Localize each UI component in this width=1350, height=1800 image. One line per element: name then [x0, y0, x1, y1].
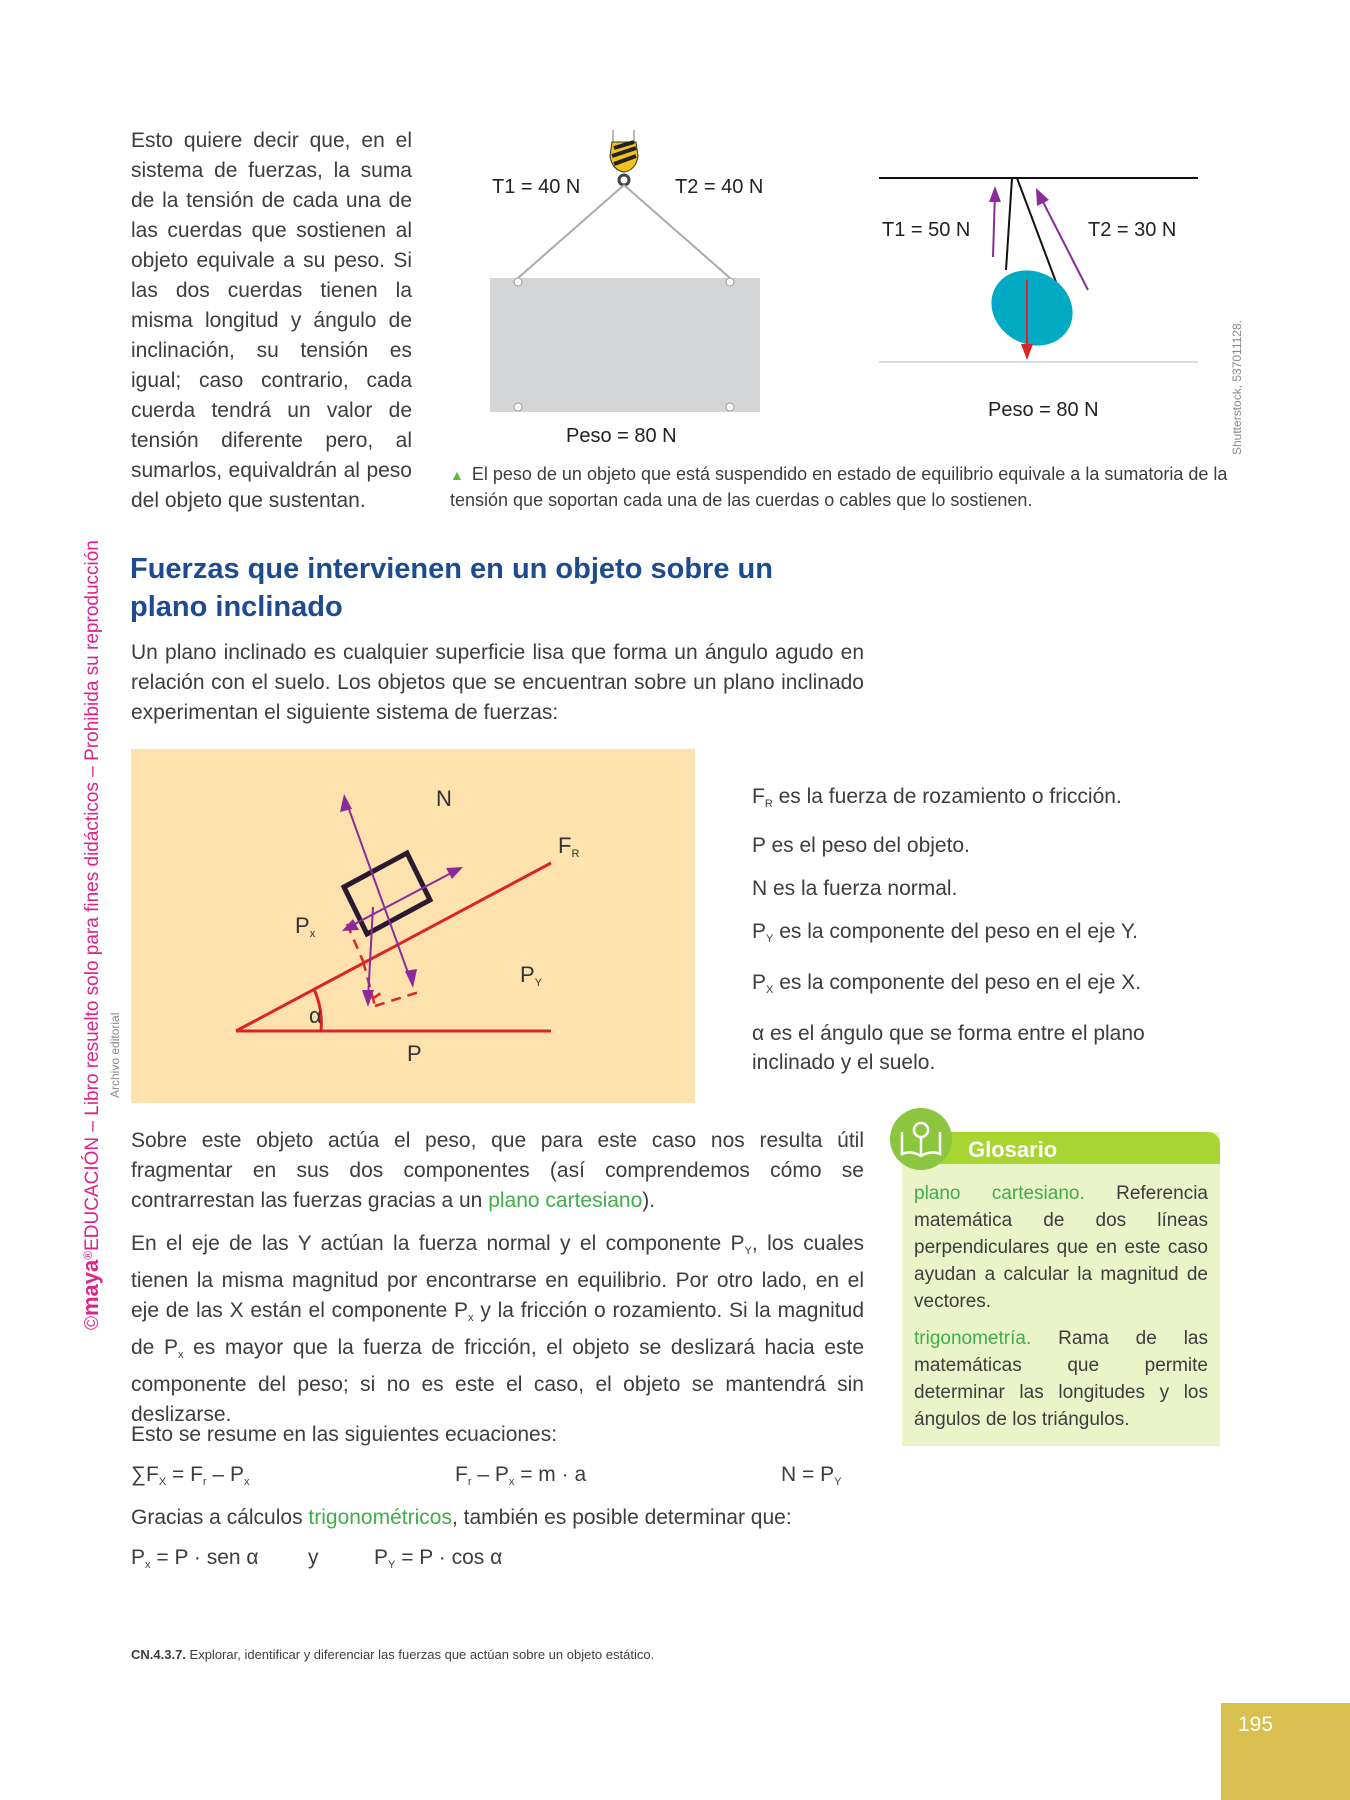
- equation-sum-fx: $\sum F_X = F_r - P_x$: [131, 1463, 250, 1488]
- glossary-title: Glosario: [968, 1137, 1058, 1162]
- rope-t1: [1006, 178, 1012, 270]
- legend-item: N es la fuerza normal.: [752, 877, 958, 900]
- paragraph-axes: En el eje de las Y actúan la fuerza normal y el componente $P_Y$, los cuales tienen la misma magnitud por encontrarse en equilibrio. Por otro lado, en el eje de las X están el componente $P_x$ y la fricción o rozamiento. Si la magnitud de $P_x$ es mayor que la fuerza de fricción, el objeto se deslizará hacia este componente del peso; si no es este el caso, el objeto se mantendrá sin deslizarse.: [131, 1232, 865, 1426]
- legend-item: α es el ángulo que se forma entre el plano inclinado y el suelo.: [752, 1022, 1145, 1074]
- fig1-t1-label: T1 = 40 N: [492, 176, 581, 198]
- label-weight: P: [407, 1041, 422, 1066]
- registered-mark: ®: [81, 1250, 95, 1260]
- section-intro: Un plano inclinado es cualquier superficie lisa que forma un ángulo agudo en relación con el suelo. Los objetos que se encuentran sobre un plano inclinado experimentan el siguiente sistema de fuerzas:: [131, 641, 864, 724]
- figure-caption: [450, 462, 1230, 513]
- equation-newton: $F_r - P_x = m \cdot a$: [455, 1463, 587, 1488]
- label-px: $P_x$: [295, 913, 316, 940]
- crane-hook-icon: [610, 142, 638, 185]
- friction-arrow: [349, 871, 455, 927]
- legend-item: $P_X$ es la componente del peso en el eje X.: [752, 971, 1142, 996]
- shutterstock-credit: Shutterstock, 537011128.: [1230, 320, 1244, 455]
- legend-item: $F_R$ es la fuerza de rozamiento o fricción.: [752, 785, 1122, 810]
- glossary-entries: [914, 1180, 1208, 1443]
- label-friction: $F_R$: [558, 833, 580, 860]
- glossary-term: plano cartesiano.: [914, 1183, 1085, 1204]
- caption-triangle-icon: ▲: [450, 467, 464, 483]
- footnote-code: CN.4.3.7.: [131, 1647, 186, 1662]
- page-number: 195: [1238, 1713, 1274, 1736]
- section-heading: Fuerzas que intervienen en un objeto sobre un plano inclinado: [130, 553, 773, 623]
- copyright-symbol: ©: [82, 1316, 103, 1330]
- label-alpha: α: [309, 1003, 322, 1028]
- paragraph-components: Sobre este objeto actúa el peso, que para este caso nos resulta útil fragmentar en sus dos componentes (así comprendemos cómo se contrarrestan las fuerzas gracias a un plano cartesiano).: [131, 1129, 864, 1212]
- glossary-entry: trigonometría. Rama de las matemáticas que permite determinar las longitudes y los ángulos de los triángulos.: [914, 1328, 1208, 1430]
- equation-py: $P_Y = P \cdot \cos \alpha$: [374, 1546, 503, 1571]
- paragraph-trig: Gracias a cálculos trigonométricos, también es posible determinar que:: [131, 1506, 792, 1529]
- paragraph-summary: Esto se resume en las siguientes ecuaciones:: [131, 1423, 558, 1446]
- diagram-legend: [752, 782, 1172, 1091]
- intro-paragraph: Esto quiere decir que, en el sistema de fuerzas, la suma de la tensión de cada una de las cuerdas que sostienen al objeto equivale a su peso. Si las dos cuerdas tienen la misma longitud y ángulo de inclinación, su tensión es igual; caso contrario, cada cuerda tendrá un valor de tensión diferente pero, al sumarlos, equivaldrán al peso del objeto que sustentan.: [131, 129, 412, 512]
- fig2-peso-label: Peso = 80 N: [988, 399, 1099, 421]
- archivo-credit: Archivo editorial: [108, 1012, 122, 1098]
- fig1-t2-label: T2 = 40 N: [675, 176, 764, 198]
- book-search-icon: [890, 1108, 952, 1170]
- equation-px: $P_x = P$ · sen α: [131, 1546, 259, 1571]
- figure-crane-slab: [440, 110, 880, 460]
- glossary-entry: plano cartesiano. Referencia matemática de dos líneas perpendiculares que en este caso ayudan a calcular la magnitud de vectores.: [914, 1183, 1208, 1312]
- equation-and: y: [308, 1546, 319, 1569]
- brand-logo: maya: [78, 1259, 103, 1316]
- label-py: $P_Y$: [520, 962, 543, 989]
- copyright-text: EDUCACIÓN – Libro resuelto solo para fines didácticos – Prohibida su reproducción: [82, 540, 103, 1251]
- footnote-text: Explorar, identificar y diferenciar las fuerzas que actúan sobre un objeto estático.: [185, 1647, 655, 1662]
- glossary-badge: [890, 1108, 952, 1170]
- equation-normal: $N = P_Y$: [781, 1463, 842, 1488]
- curriculum-footnote: [131, 1647, 654, 1662]
- caption-text: El peso de un objeto que está suspendido en estado de equilibrio equivale a la sumatoria de la tensión que soportan cada una de las cuerdas o cables que lo sostienen.: [450, 464, 1228, 510]
- incline-line: [236, 863, 551, 1031]
- label-normal: N: [436, 786, 452, 811]
- link-plano-cartesiano[interactable]: plano cartesiano: [488, 1189, 643, 1212]
- fig2-t1-label: T1 = 50 N: [882, 219, 971, 241]
- fig2-t2-label: T2 = 30 N: [1088, 219, 1177, 241]
- link-trigonometricos[interactable]: trigonométricos: [308, 1506, 452, 1529]
- glossary-term: trigonometría.: [914, 1328, 1032, 1349]
- concrete-slab: [490, 278, 760, 412]
- legend-item: $P_Y$ es la componente del peso en el eje Y.: [752, 920, 1139, 945]
- copyright-strip: [78, 470, 118, 1330]
- crane-slab-illustration: [440, 110, 880, 460]
- legend-item: P es el peso del objeto.: [752, 834, 970, 857]
- fig1-peso-label: Peso = 80 N: [566, 425, 677, 447]
